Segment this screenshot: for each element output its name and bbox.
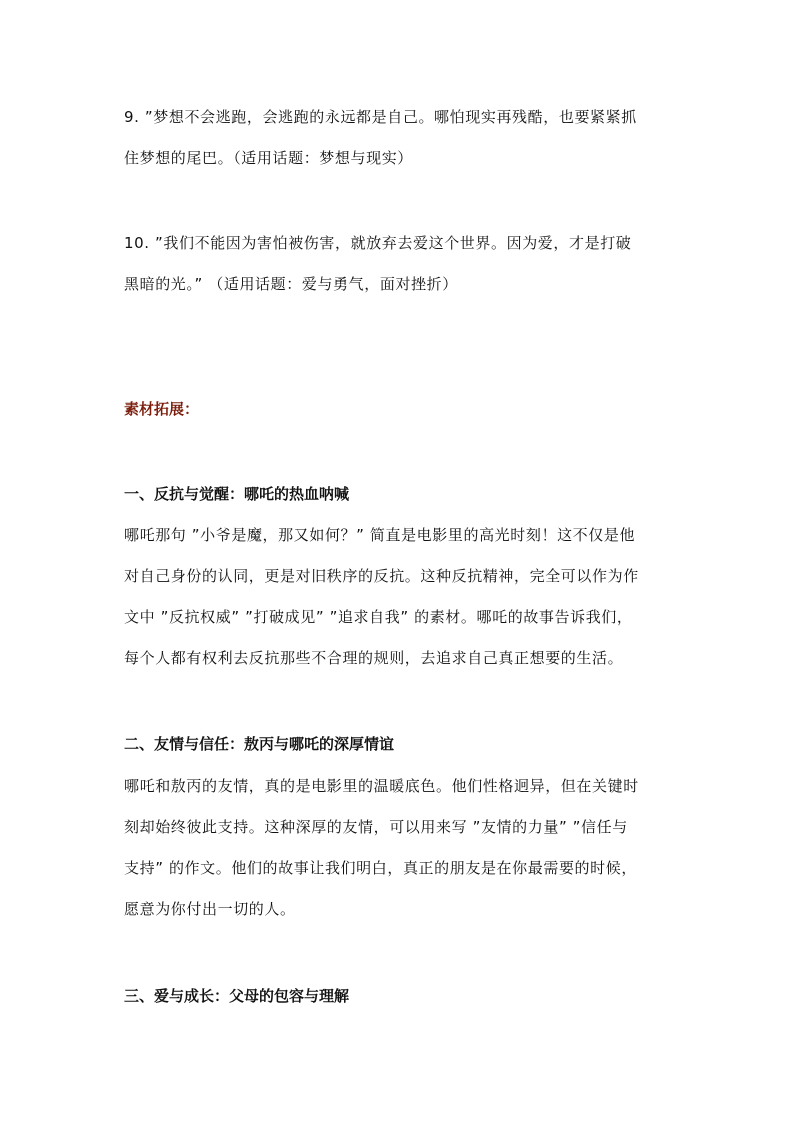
material-heading: 素材拓展：	[124, 400, 200, 418]
section-1-line-1: 哪吒那句 ”小爷是魔，那又如何？” 简直是电影里的高光时刻！这不仅是他	[124, 526, 636, 544]
quote-9	[124, 97, 637, 179]
quote-9-line-2: 住梦想的尾巴。（适用话题：梦想与现实）	[124, 149, 413, 167]
section-1-line-2: 对自己身份的认同，更是对旧秩序的反抗。这种反抗精神，完全可以作为作	[124, 567, 639, 585]
quote-10-line-1: 10. ”我们不能因为害怕被伤害，就放弃去爱这个世界。因为爱，才是打破	[124, 234, 632, 252]
quote-10	[124, 223, 631, 305]
section-1-heading: 一、反抗与觉醒：哪吒的热血呐喊	[124, 485, 350, 503]
section-3-heading: 三、爱与成长：父母的包容与理解	[124, 987, 350, 1005]
section-2-body	[124, 766, 639, 930]
quote-9-line-1: 9. ”梦想不会逃跑，会逃跑的永远都是自己。哪怕现实再残酷，也要紧紧抓	[124, 108, 637, 126]
section-1-body	[124, 515, 639, 679]
section-2-line-3: 支持” 的作文。他们的故事让我们明白，真正的朋友是在你最需要的时候，	[124, 859, 637, 877]
quote-10-line-2: 黑暗的光。” （适用话题：爱与勇气，面对挫折）	[124, 275, 458, 293]
section-2-heading: 二、友情与信任：敖丙与哪吒的深厚情谊	[124, 735, 395, 753]
section-1-line-4: 每个人都有权利去反抗那些不合理的规则，去追求自己真正想要的生活。	[124, 649, 624, 667]
section-1-line-3: 文中 ”反抗权威” ”打破成见” ”追求自我” 的素材。哪吒的故事告诉我们，	[124, 608, 633, 626]
section-2-line-2: 刻却始终彼此支持。这种深厚的友情，可以用来写 ”友情的力量” ”信任与	[124, 818, 628, 836]
section-2-line-4: 愿意为你付出一切的人。	[124, 900, 296, 918]
section-2-line-1: 哪吒和敖丙的友情，真的是电影里的温暖底色。他们性格迥异，但在关键时	[124, 777, 639, 795]
